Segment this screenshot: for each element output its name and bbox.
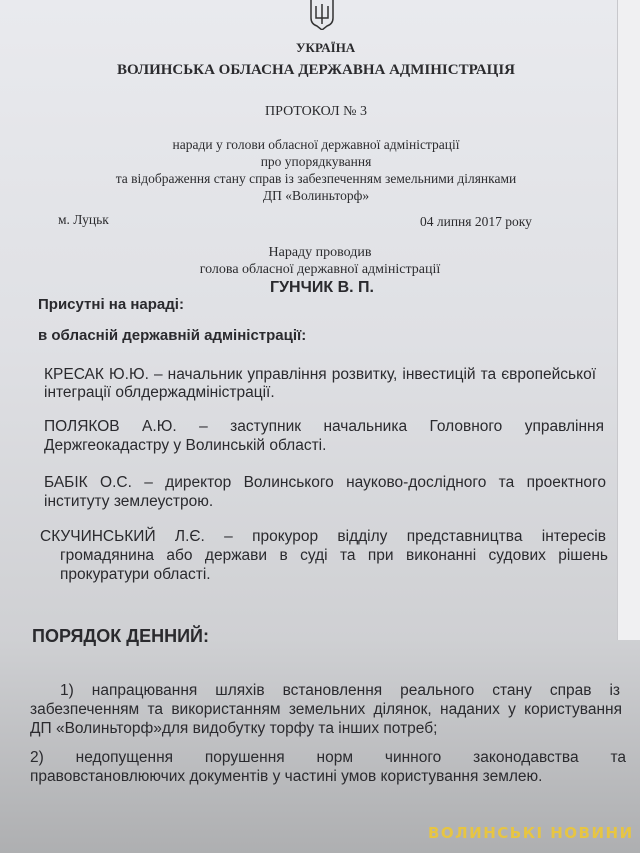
subtitle-line: ДП «Волиньторф» <box>262 188 370 203</box>
attendee-line: Держгеокадастру у Волинській області. <box>44 437 327 454</box>
attendee-line: КРЕСАК Ю.Ю. – начальник управління розвитку, інвестицій та європейської <box>44 366 596 383</box>
watermark: ВОЛИНСЬКІ НОВИНИ <box>428 824 634 842</box>
attendee-line: інституту землеустрою. <box>44 493 214 510</box>
present-label: Присутні на нараді: <box>38 296 184 313</box>
agenda-line: 1) напрацювання шляхів встановлення реального стану справ із <box>60 682 620 699</box>
subtitle-line: про упорядкування <box>260 154 372 169</box>
attendee-line: інтеграції облдержадміністрації. <box>44 384 275 401</box>
subtitle-line: наради у голови обласної державної адміністрації <box>172 137 460 152</box>
city: м. Луцьк <box>58 212 109 227</box>
present-group: в обласній державній адміністрації: <box>38 327 307 344</box>
document-title: ПРОТОКОЛ № 3 <box>265 104 367 119</box>
date: 04 липня 2017 року <box>420 214 532 229</box>
chair-label: Нараду проводив <box>268 245 372 260</box>
coat-of-arms-icon <box>308 0 336 30</box>
organization-heading: ВОЛИНСЬКА ОБЛАСНА ДЕРЖАВНА АДМІНІСТРАЦІЯ <box>117 62 515 78</box>
agenda-line: правовстановлюючих документів у частині умов користування землею. <box>30 768 543 785</box>
adjacent-page-edge <box>617 0 640 640</box>
agenda-line: ДП «Волиньторф»для видобутку торфу та інших потреб; <box>30 720 438 737</box>
attendee-line: СКУЧИНСЬКИЙ Л.Є. – прокурор відділу представництва інтересів <box>40 528 606 545</box>
agenda-line: 2) недопущення порушення норм чинного законодавства та <box>30 749 626 766</box>
chair-name: ГУНЧИК В. П. <box>270 279 374 296</box>
attendee-line: ПОЛЯКОВ А.Ю. – заступник начальника Головного управління <box>44 418 604 435</box>
subtitle-line: та відображення стану справ із забезпеченням земельними ділянками <box>115 171 517 186</box>
attendee-line: прокуратури області. <box>60 566 211 583</box>
attendee-line: БАБІК О.С. – директор Волинського науково-дослідного та проектного <box>44 474 606 491</box>
agenda-line: забезпеченням та використанням земельних ділянок, наданих у користування <box>30 701 622 718</box>
attendee-line: громадянина або держави в суді та при виконанні судових рішень <box>60 547 608 564</box>
chair-position: голова обласної державної адміністрації <box>199 262 441 277</box>
agenda-title: ПОРЯДОК ДЕННИЙ: <box>32 626 209 646</box>
country-heading: УКРАЇНА <box>296 40 356 55</box>
